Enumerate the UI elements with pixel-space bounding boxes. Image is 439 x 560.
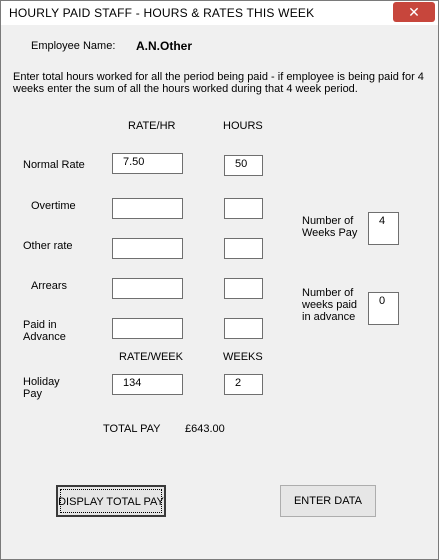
total-pay-value: £643.00	[185, 423, 225, 435]
holiday-weeks-input[interactable]: 2	[224, 374, 263, 395]
normal-rate-input[interactable]: 7.50	[112, 153, 183, 174]
hours-header: HOURS	[223, 120, 263, 132]
enter-data-label: ENTER DATA	[293, 495, 363, 507]
close-icon: ✕	[408, 4, 420, 20]
paid-in-advance-label: Paid in Advance	[23, 319, 66, 343]
arrears-label: Arrears	[31, 280, 68, 292]
weeks-advance-label: Number of weeks paid in advance	[302, 287, 358, 323]
holiday-pay-label: Holiday Pay	[23, 376, 60, 400]
advance-hours-input[interactable]	[224, 318, 263, 339]
holiday-rate-week-input[interactable]: 134	[112, 374, 183, 395]
other-rate-input[interactable]	[112, 238, 183, 259]
focus-rectangle	[60, 489, 162, 513]
close-button[interactable]	[393, 2, 435, 22]
weeks-pay-input[interactable]: 4	[368, 212, 399, 245]
total-pay-label: TOTAL PAY	[103, 423, 161, 435]
title-bar[interactable]	[1, 1, 438, 25]
arrears-hours-input[interactable]	[224, 278, 263, 299]
other-rate-label: Other rate	[23, 240, 73, 252]
display-total-pay-button[interactable]	[56, 485, 166, 517]
normal-rate-label: Normal Rate	[23, 159, 85, 171]
employee-name-label: Employee Name:	[31, 40, 116, 52]
weeks-advance-input[interactable]: 0	[368, 292, 399, 325]
employee-name-value: A.N.Other	[136, 39, 193, 53]
arrears-rate-input[interactable]	[112, 278, 183, 299]
rate-hr-header: RATE/HR	[128, 120, 176, 132]
enter-data-button[interactable]	[280, 485, 376, 517]
window-title: HOURLY PAID STAFF - HOURS & RATES THIS WEEK	[9, 6, 315, 20]
weeks-pay-label: Number of Weeks Pay	[302, 215, 358, 239]
display-total-pay-label: DISPLAY TOTAL PAY	[58, 496, 164, 508]
overtime-label: Overtime	[31, 200, 76, 212]
instructions-text: Enter total hours worked for all the period being paid - if employee is being paid for 4 weeks enter the sum of all the hours worked during that 4 week period.	[13, 71, 424, 95]
overtime-rate-input[interactable]	[112, 198, 183, 219]
form-body	[5, 25, 434, 555]
other-hours-input[interactable]	[224, 238, 263, 259]
weeks-header: WEEKS	[223, 351, 263, 363]
overtime-hours-input[interactable]	[224, 198, 263, 219]
normal-hours-input[interactable]: 50	[224, 155, 263, 176]
advance-rate-input[interactable]	[112, 318, 183, 339]
rate-week-header: RATE/WEEK	[119, 351, 183, 363]
